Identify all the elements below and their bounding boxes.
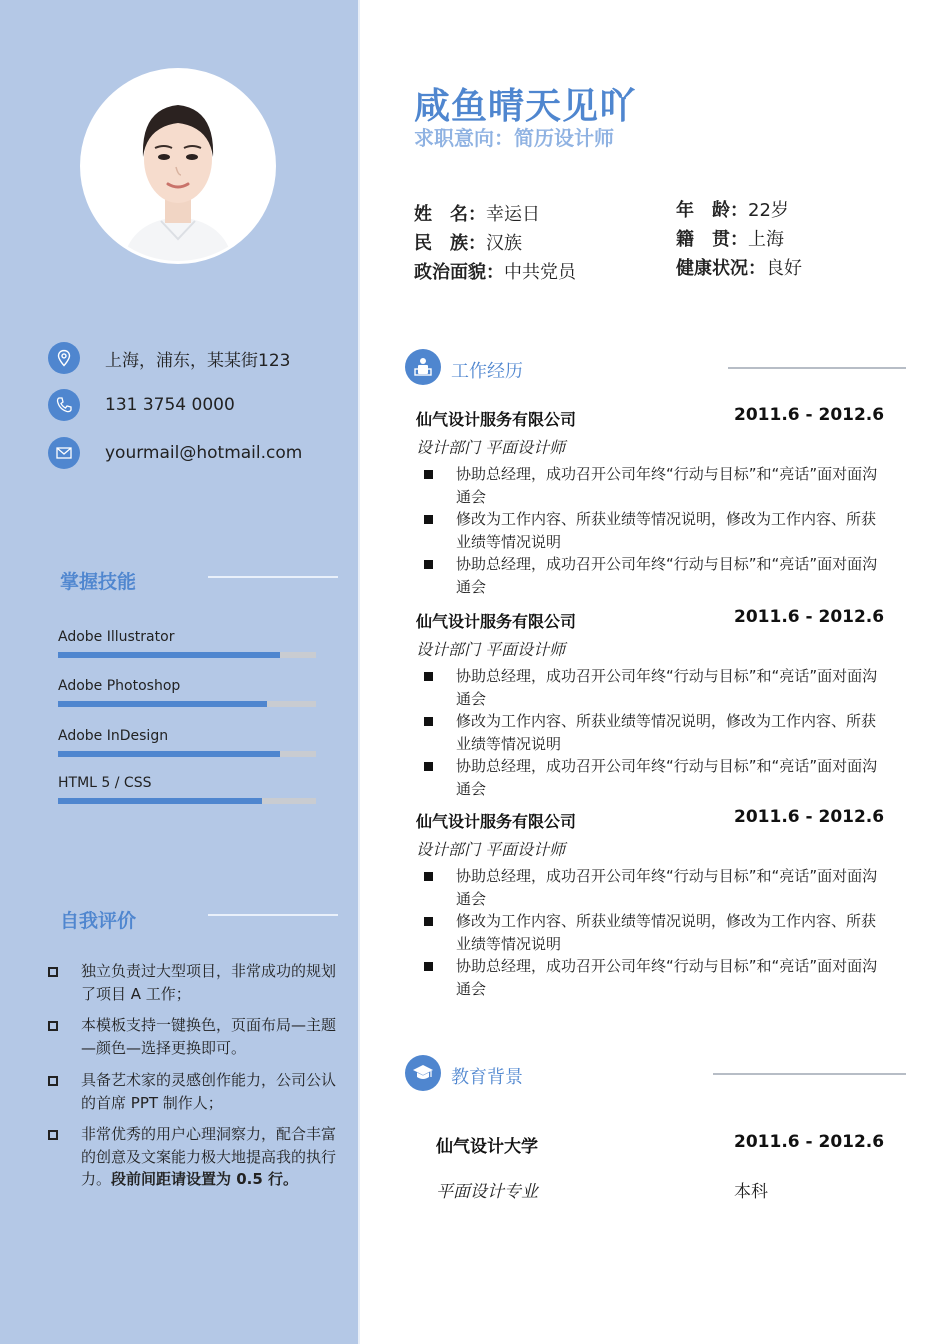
square-bullet <box>424 717 433 726</box>
address-text: 上海，浦东，某某街123 <box>105 350 291 371</box>
job-date: 2011.6 - 2012.6 <box>734 607 885 627</box>
skill-bar <box>58 798 316 804</box>
skill-bar <box>58 652 316 658</box>
evaluation-text: 具备艺术家的灵感创作能力，公司公认的首席 PPT 制作人； <box>81 1071 337 1112</box>
job-role: 设计部门 平面设计师 <box>416 840 566 859</box>
job-bullets <box>424 665 884 800</box>
education-heading: 教育背景 <box>451 1067 523 1088</box>
sidebar-edge <box>358 0 360 1344</box>
graduation-cap-icon <box>405 1055 441 1091</box>
skill-bar-fill <box>58 701 267 707</box>
info-name <box>414 200 540 226</box>
job-bullet <box>424 955 884 1000</box>
email-text: yourmail@hotmail.com <box>105 443 303 463</box>
square-bullet <box>424 872 433 881</box>
contact-phone <box>48 388 235 422</box>
job-company: 仙气设计服务有限公司 <box>416 612 577 631</box>
info-age <box>676 196 789 222</box>
skill-name: Adobe Photoshop <box>58 678 181 694</box>
skill-name: HTML 5 / CSS <box>58 775 152 791</box>
job-bullets <box>424 463 884 598</box>
job-bullet <box>424 755 884 800</box>
info-label: 年 龄： <box>676 200 748 221</box>
job-company: 仙气设计服务有限公司 <box>416 812 577 831</box>
info-value: 幸运日 <box>486 204 540 225</box>
profile-photo <box>80 68 276 264</box>
hollow-square-bullet <box>48 1130 58 1140</box>
job-bullet-text: 协助总经理，成功召开公司年终“行动与目标”和“亮话”面对面沟通会 <box>456 667 878 708</box>
info-health <box>676 254 802 280</box>
skill-item <box>58 678 316 707</box>
info-origin <box>676 225 784 251</box>
skill-bar <box>58 701 316 707</box>
job-bullet-text: 协助总经理，成功召开公司年终“行动与目标”和“亮话”面对面沟通会 <box>456 867 878 908</box>
evaluation-item <box>48 1014 340 1059</box>
skill-bar-fill <box>58 798 262 804</box>
info-label: 政治面貌： <box>414 262 504 283</box>
job-date: 2011.6 - 2012.6 <box>734 807 885 827</box>
job-bullet-text: 修改为工作内容、所获业绩等情况说明，修改为工作内容、所获业绩等情况说明 <box>456 510 877 551</box>
square-bullet <box>424 470 433 479</box>
info-value: 22岁 <box>748 200 789 221</box>
job-bullet-text: 协助总经理，成功召开公司年终“行动与目标”和“亮话”面对面沟通会 <box>456 957 878 998</box>
square-bullet <box>424 672 433 681</box>
info-label: 籍 贯： <box>676 229 748 250</box>
skills-heading: 掌握技能 <box>60 571 137 593</box>
info-ethnic <box>414 229 522 255</box>
square-bullet <box>424 762 433 771</box>
square-bullet <box>424 917 433 926</box>
job-bullets <box>424 865 884 1000</box>
job-role: 设计部门 平面设计师 <box>416 438 566 457</box>
evaluation-heading: 自我评价 <box>60 910 137 932</box>
evaluation-text: 本模板支持一键换色，页面布局—主题—颜色—选择更换即可。 <box>81 1016 337 1057</box>
hollow-square-bullet <box>48 967 58 977</box>
skill-bar <box>58 751 316 757</box>
job-bullet <box>424 508 884 553</box>
job-bullet-text: 修改为工作内容、所获业绩等情况说明，修改为工作内容、所获业绩等情况说明 <box>456 912 877 953</box>
evaluation-item <box>48 1069 340 1114</box>
job-bullet <box>424 710 884 755</box>
job-company: 仙气设计服务有限公司 <box>416 410 577 429</box>
evaluation-text: 独立负责过大型项目，非常成功的规划了项目 A 工作； <box>81 962 337 1003</box>
edu-major: 平面设计专业 <box>436 1182 538 1202</box>
work-rule <box>728 367 906 369</box>
info-label: 姓 名： <box>414 204 486 225</box>
evaluation-rule <box>208 914 338 916</box>
square-bullet <box>424 962 433 971</box>
square-bullet <box>424 515 433 524</box>
evaluation-item <box>48 960 340 1005</box>
job-bullet-text: 修改为工作内容、所获业绩等情况说明，修改为工作内容、所获业绩等情况说明 <box>456 712 877 753</box>
skill-name: Adobe InDesign <box>58 728 169 744</box>
skill-item <box>58 629 316 658</box>
info-label: 健康状况： <box>676 258 766 279</box>
contact-email <box>48 436 302 470</box>
info-value: 上海 <box>748 229 784 250</box>
applicant-name: 咸鱼晴天见吖 <box>414 86 637 127</box>
job-bullet <box>424 463 884 508</box>
evaluation-text: 非常优秀的用户心理洞察力，配合丰富的创意及文案能力极大地提高我的执行力。 <box>81 1125 337 1188</box>
skill-name: Adobe Illustrator <box>58 629 175 645</box>
edu-school: 仙气设计大学 <box>436 1137 538 1157</box>
edu-degree: 本科 <box>734 1182 768 1202</box>
square-bullet <box>424 560 433 569</box>
info-value: 中共党员 <box>504 262 576 283</box>
work-heading: 工作经历 <box>451 361 523 382</box>
briefcase-icon <box>405 349 441 385</box>
mail-icon <box>48 437 80 469</box>
education-rule <box>713 1073 906 1075</box>
evaluation-note: 段前间距请设置为 0.5 行。 <box>111 1170 299 1188</box>
job-bullet-text: 协助总经理，成功召开公司年终“行动与目标”和“亮话”面对面沟通会 <box>456 465 878 506</box>
skill-item <box>58 728 316 757</box>
job-bullet-text: 协助总经理，成功召开公司年终“行动与目标”和“亮话”面对面沟通会 <box>456 757 878 798</box>
info-value: 良好 <box>766 258 802 279</box>
skill-bar-fill <box>58 652 280 658</box>
info-label: 民 族： <box>414 233 486 254</box>
hollow-square-bullet <box>48 1076 58 1086</box>
info-politics <box>414 258 576 284</box>
phone-text: 131 3754 0000 <box>105 395 235 415</box>
location-icon <box>48 342 80 374</box>
edu-date: 2011.6 - 2012.6 <box>734 1132 885 1152</box>
phone-icon <box>48 389 80 421</box>
job-bullet <box>424 910 884 955</box>
skill-item <box>58 775 316 804</box>
info-value: 汉族 <box>486 233 522 254</box>
job-bullet <box>424 553 884 598</box>
job-bullet <box>424 865 884 910</box>
evaluation-item <box>48 1123 340 1191</box>
job-bullet-text: 协助总经理，成功召开公司年终“行动与目标”和“亮话”面对面沟通会 <box>456 555 878 596</box>
skills-rule <box>208 576 338 578</box>
job-date: 2011.6 - 2012.6 <box>734 405 885 425</box>
job-intent: 求职意向：简历设计师 <box>414 126 614 150</box>
job-bullet <box>424 665 884 710</box>
job-role: 设计部门 平面设计师 <box>416 640 566 659</box>
hollow-square-bullet <box>48 1021 58 1031</box>
contact-address <box>48 341 290 375</box>
skill-bar-fill <box>58 751 280 757</box>
